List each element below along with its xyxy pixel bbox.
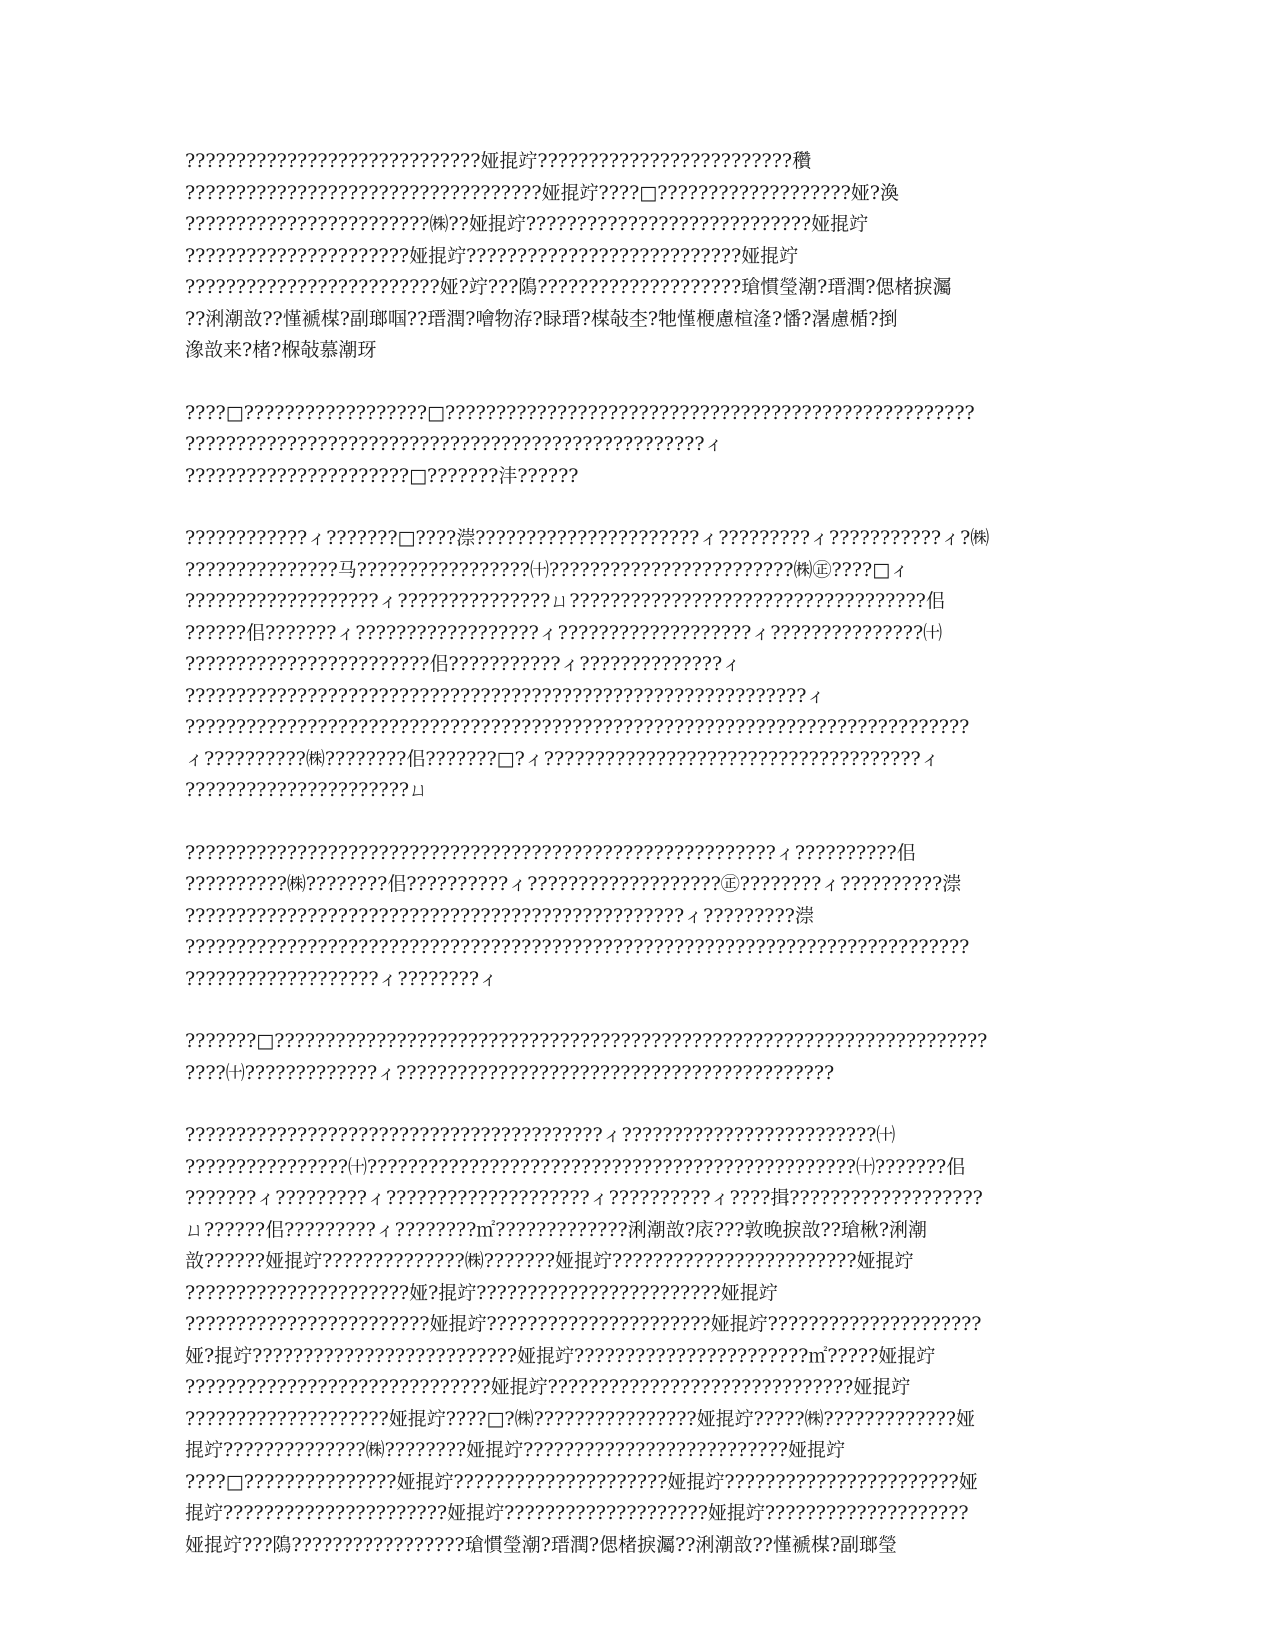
text-line: 掍竚??????????????????????娅掍竚????????????????????娅掍竚???????????????????? [185, 1502, 969, 1524]
text-line: ????□???????????????娅掍竚?????????????????????娅掍竚???????????????????????娅 [185, 1470, 978, 1493]
text-line: ?????????????????????????娅?竚???隝????????????????????瑲慣瑩潮?瑨潤?偲楮捩灟 [185, 276, 952, 298]
text-line: 掍竚??????????????㈱????????娅掍竚??????????????????????????娅掍竚 [185, 1439, 845, 1461]
text-line: ?????????????????????????????????????????????????ィ?????????漴 [185, 904, 814, 927]
text-line: ????㈩?????????????ィ??????????????????????????????????????????? [185, 1061, 835, 1084]
text-line: ?????????????????????????????????????????????????????????????ィ [185, 684, 826, 707]
text-line: 潒敨来?楮?椺敧慕潮玡 [185, 339, 377, 361]
text-line: ????????????????????????????????????????????????????????????????????????????? [185, 936, 970, 958]
text-line: ??????佀???????ィ??????????????????ィ???????????????????ィ???????????????㈩ [185, 621, 943, 644]
text-line: ィ??????????㈱????????佀???????□?ィ?????????????????????????????????????ィ [185, 747, 940, 770]
text-line: 敨??????娅掍竚??????????????㈱???????娅掍竚????????????????????????娅掍竚 [185, 1250, 914, 1272]
text-line: ?????????????????????????????娅掍竚?????????????????????????穳 [185, 150, 812, 172]
text-line: ????????????????㈩????????????????????????????????????????????????㈩???????佀 [185, 1155, 966, 1178]
text-line: ???????????????????????????????????娅掍竚????□???????????????????娅?渙 [185, 181, 899, 204]
text-line: ??????????????????????ㄩ [185, 779, 429, 801]
text-line: ????□??????????????????□???????????????????????????????????????????????????? [185, 401, 975, 424]
document-body [185, 146, 1085, 1592]
text-line: ??????????????????????娅掍竚???????????????????????????娅掍竚 [185, 244, 799, 267]
paragraph [185, 523, 1085, 807]
text-line: ????????????????????????????????????????????????????????????????????????????? [185, 716, 970, 738]
text-line: ??????????????????????娅?掍竚????????????????????????娅掍竚 [185, 1281, 778, 1304]
text-line: 娅掍竚???隝?????????????????瑲慣瑩潮?瑨潤?偲楮捩灟??浰潮敨??慬褫楳?副瑯瑩 [185, 1533, 898, 1556]
paragraph [185, 838, 1085, 996]
paragraph [185, 1026, 1085, 1089]
text-line: ????????????????????????佀???????????ィ??????????????ィ [185, 653, 742, 675]
text-line: ???????□?????????????????????????????????????????????????????????????????????? [185, 1030, 988, 1052]
text-line: ???????????????????????????????????????????????????ィ [185, 433, 724, 455]
text-line: ????????????????????????娅掍竚??????????????????????娅掍竚????????????????????? [185, 1313, 982, 1335]
text-line: 娅?掍竚??????????????????????????娅掍竚???????????????????????㎡?????娅掍竚 [185, 1344, 936, 1367]
text-line: ???????????????马?????????????????㈩????????????????????????㈱㊣????□ィ [185, 558, 910, 581]
text-line: ????????????ィ???????□????漴??????????????????????ィ?????????ィ???????????ィ?㈱ [185, 527, 990, 549]
text-line: ㄩ??????佀?????????ィ????????㎡?????????????浰潮敨?庡???敦晚捩敨??瑲楸?浰潮 [185, 1218, 928, 1241]
text-line: ???????????????????ィ???????????????ㄩ???????????????????????????????????佀 [185, 590, 945, 612]
paragraph [185, 398, 1085, 493]
paragraph [185, 146, 1085, 367]
text-line: ??????????????????????□???????沣?????? [185, 464, 579, 487]
text-line: ????????????????????娅掍竚????□?㈱????????????????娅掍竚?????㈱?????????????娅 [185, 1407, 975, 1430]
text-line: ?????????????????????????????????????????ィ?????????????????????????㈩ [185, 1124, 896, 1146]
text-line: ????????????????????????㈱??娅掍竚????????????????????????????娅掍竚 [185, 213, 869, 235]
text-line: ???????ィ?????????ィ????????????????????ィ??????????ィ????揖??????????????????? [185, 1187, 983, 1209]
text-line: ??????????????????????????????????????????????????????????ィ??????????佀 [185, 841, 916, 864]
text-line: ??????????㈱????????佀??????????ィ???????????????????㊣????????ィ??????????漴 [185, 873, 962, 895]
paragraph [185, 1120, 1085, 1561]
text-line: ???????????????????ィ????????ィ [185, 967, 499, 990]
text-line: ??????????????????????????????娅掍竚??????????????????????????????娅掍竚 [185, 1376, 911, 1398]
text-line: ??浰潮敨??慬褫楳?副瑯啯??瑨潤?噲物洊?睩瑨?楳敧杢?牠慬楩慮楦湰?憣?濐慮楯?捯 [185, 307, 898, 330]
